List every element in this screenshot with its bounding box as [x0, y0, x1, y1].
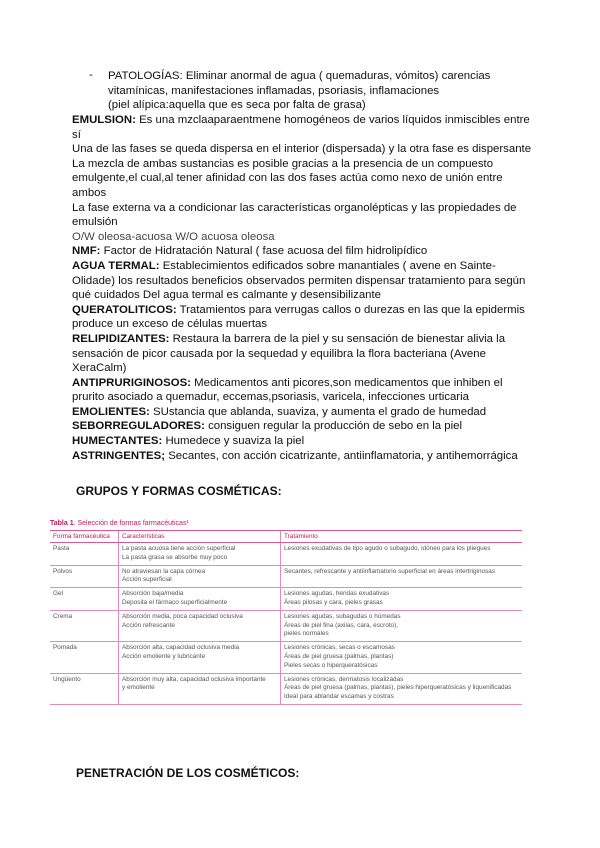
relipidizantes-definition: RELIPIDIZANTES: Restaura la barrera de la piel y su sensación de bienestar alivia la sensación de picor causada por la sequedad y equilibra la flora bacteriana (Avene XeraCalm)	[72, 332, 506, 375]
forms-table	[50, 530, 522, 705]
paragraph: O/W oleosa-acuosa W/O acuosa oleosa	[72, 230, 275, 243]
table-row	[50, 610, 522, 641]
table-caption: Tabla 1. Selección de formas farmacéuticas¹	[50, 520, 189, 527]
table-row	[50, 565, 522, 588]
table-cell: Lesiones agudas, heridas exudativas Áreas pilosas y cara, pieles grasas	[281, 588, 523, 611]
table-row	[50, 642, 522, 673]
humectantes-definition: HUMECTANTES: Humedece y suaviza la piel	[72, 435, 305, 448]
section-heading-penetracion: PENETRACIÓN DE LOS COSMÉTICOS:	[76, 766, 300, 780]
table-cell: Lesiones crónicas, dermatosis localizadas Áreas de piel gruesa (palmas, plantas), pieles hiperqueratósicas y liquenificadas Ideal para ablandar escamas y costras	[281, 673, 523, 704]
table-cell: Ungüento	[50, 673, 119, 704]
table-header: Tratamiento	[281, 531, 523, 543]
table-cell: La pasta acuosa tiene acción superficial La pasta grasa se absorbe muy poco	[119, 543, 281, 566]
definitions-body	[72, 113, 532, 463]
table-cell: Lesiones agudas, subagudas o húmedas Áreas de piel fina (axilas, cara, escroto), pieles normales	[281, 610, 523, 641]
table-cell: Absorción baja/media Deposita el fármaco superficialmente	[119, 588, 281, 611]
emulsion-definition: EMULSION: Es una mzclaaparaentmene homogéneos de varios líquidos inmiscibles entre sí	[72, 114, 530, 141]
table-cell: Absorción muy alta, capacidad oclusiva importante y emoliente	[119, 673, 281, 704]
table-cell: Polvos	[50, 565, 119, 588]
antipruriginosos-definition: ANTIPRURIGINOSOS: Medicamentos anti picores,son medicamentos que inhiben el prurito asociado a quemadur, eccemas,psoriasis, varicela, infecciones urticaria	[72, 376, 503, 404]
table-cell: Secantes, refrescante y antiinflamatorio superficial en áreas intertriginosas	[281, 565, 523, 588]
pathologies-bullet	[108, 69, 528, 113]
bullet-line: (piel alípica:aquella que es seca por falta de grasa)	[108, 99, 366, 112]
paragraph: La fase externa va a condicionar las características organolépticas y las propiedades de emulsión	[72, 201, 517, 229]
bullet-marker: -	[89, 69, 93, 81]
table-cell: Absorción alta, capacidad oclusiva media Acción emoliente y lubricante	[119, 642, 281, 673]
seborreguladores-definition: SEBORREGULADORES: consiguen regular la producción de sebo en la piel	[72, 420, 463, 433]
table-cell: Crema	[50, 610, 119, 641]
bullet-line: vitamínicas, manifestaciones inflamadas, psoriasis, inflamaciones	[108, 84, 440, 97]
paragraph: Una de las fases se queda dispersa en el interior (dispersada) y la otra fase es dispersante	[72, 143, 532, 156]
paragraph: La mezcla de ambas sustancias es posible gracias a la presencia de un compuesto emulgente,el cual,al tener afinidad con las dos fases actúa como nexo de unión entre ambos	[72, 157, 503, 199]
table-header: Forma farmacéutica	[50, 531, 119, 543]
section-heading-grupos: GRUPOS Y FORMAS COSMÉTICAS:	[76, 484, 282, 498]
emolientes-definition: EMOLIENTES: SUstancia que ablanda, suaviza, y aumenta el grado de humedad	[72, 405, 487, 418]
table-cell: Gel	[50, 588, 119, 611]
table-cell: Lesiones crónicas, secas o escamosas Áreas de piel gruesa (palmas, plantas) Pieles secas o hiperqueratósicas	[281, 642, 523, 673]
table-cell: Lesiones exudativas de tipo agudo o subagudo, idóneo para los pliegues	[281, 543, 523, 566]
table-cell: No atraviesan la capa córnea Acción superficial	[119, 565, 281, 588]
table-cell: Absorción media, poca capacidad oclusiva Acción refrescante	[119, 610, 281, 641]
term: EMULSION:	[72, 114, 136, 126]
table-row	[50, 543, 522, 566]
queratoliticos-definition: QUERATOLITICOS: Tratamientos para verrugas callos o durezas en las que la epidermis produce un exceso de células muertas	[72, 303, 525, 331]
table-row	[50, 673, 522, 704]
nmf-definition: NMF: Factor de Hidratación Natural ( fase acuosa del film hidrolipídico	[72, 245, 428, 258]
table-header: Características	[119, 531, 281, 543]
agua-termal-definition: AGUA TERMAL: Establecimientos edificados sobre manantiales ( avene en Sainte-Olidade) los resultados beneficios observados permiten dispensar tratamiento para según qué cuidados Del agua termal es calmante y desensibilizante	[72, 259, 526, 302]
astringentes-definition: ASTRINGENTES; Secantes, con acción cicatrizante, antiinflamatoria, y antihemorrágica	[72, 449, 518, 462]
table-row	[50, 588, 522, 611]
table-cell: Pasta	[50, 543, 119, 566]
bullet-line: PATOLOGÍAS: Eliminar anormal de agua ( quemaduras, vómitos) carencias	[108, 70, 491, 82]
table-header-row	[50, 531, 522, 543]
table-cell: Pomada	[50, 642, 119, 673]
cosmetic-forms-table	[50, 520, 522, 705]
